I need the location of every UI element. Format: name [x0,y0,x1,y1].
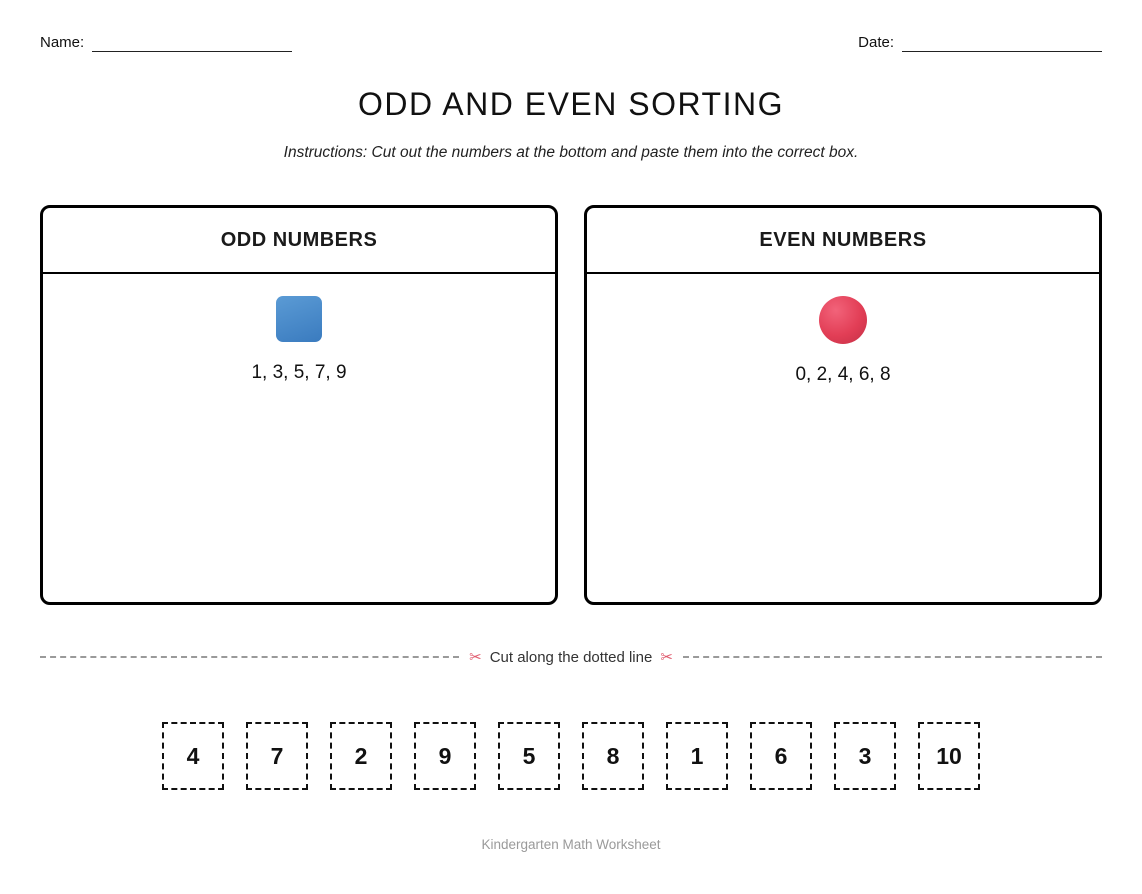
name-write-line[interactable] [92,37,292,52]
page-title: ODD AND EVEN SORTING [358,86,784,122]
name-field [40,34,292,52]
date-write-line[interactable] [902,37,1102,52]
number-card[interactable]: 7 [246,722,308,790]
blue-square-icon [276,296,322,342]
number-card[interactable]: 8 [582,722,644,790]
number-card[interactable]: 9 [414,722,476,790]
number-card[interactable]: 4 [162,722,224,790]
number-card[interactable]: 3 [834,722,896,790]
red-circle-icon [819,296,867,344]
number-card[interactable]: 1 [666,722,728,790]
header-fields [40,34,1102,58]
scissors-icon-right: ✂ [660,649,673,666]
cut-along-line [40,648,1102,666]
instructions-text: Instructions: Cut out the numbers at the bottom and paste them into the correct box. [283,144,859,161]
date-field [858,34,1102,52]
sort-box-even[interactable] [584,205,1102,605]
scissors-icon-left: ✂ [469,649,482,666]
dotted-line-left [40,656,459,658]
number-card[interactable]: 5 [498,722,560,790]
footer-text: Kindergarten Math Worksheet [481,837,661,852]
sorting-boxes [40,205,1102,605]
sort-box-even-heading: EVEN NUMBERS [587,208,1099,274]
odd-numbers-caption: 1, 3, 5, 7, 9 [251,362,347,383]
number-cards [0,722,1142,790]
number-card[interactable]: 2 [330,722,392,790]
sort-box-even-body [587,274,1099,602]
sort-box-odd-body [43,274,555,602]
name-label: Name: [40,34,85,51]
date-label: Date: [858,34,894,51]
even-numbers-caption: 0, 2, 4, 6, 8 [795,364,891,385]
sort-box-odd-heading: ODD NUMBERS [43,208,555,274]
sort-box-odd[interactable] [40,205,558,605]
dotted-line-right [683,656,1102,658]
number-card[interactable]: 10 [918,722,980,790]
cut-instruction-label: Cut along the dotted line [489,648,653,666]
cut-instruction [459,648,683,666]
number-card[interactable]: 6 [750,722,812,790]
